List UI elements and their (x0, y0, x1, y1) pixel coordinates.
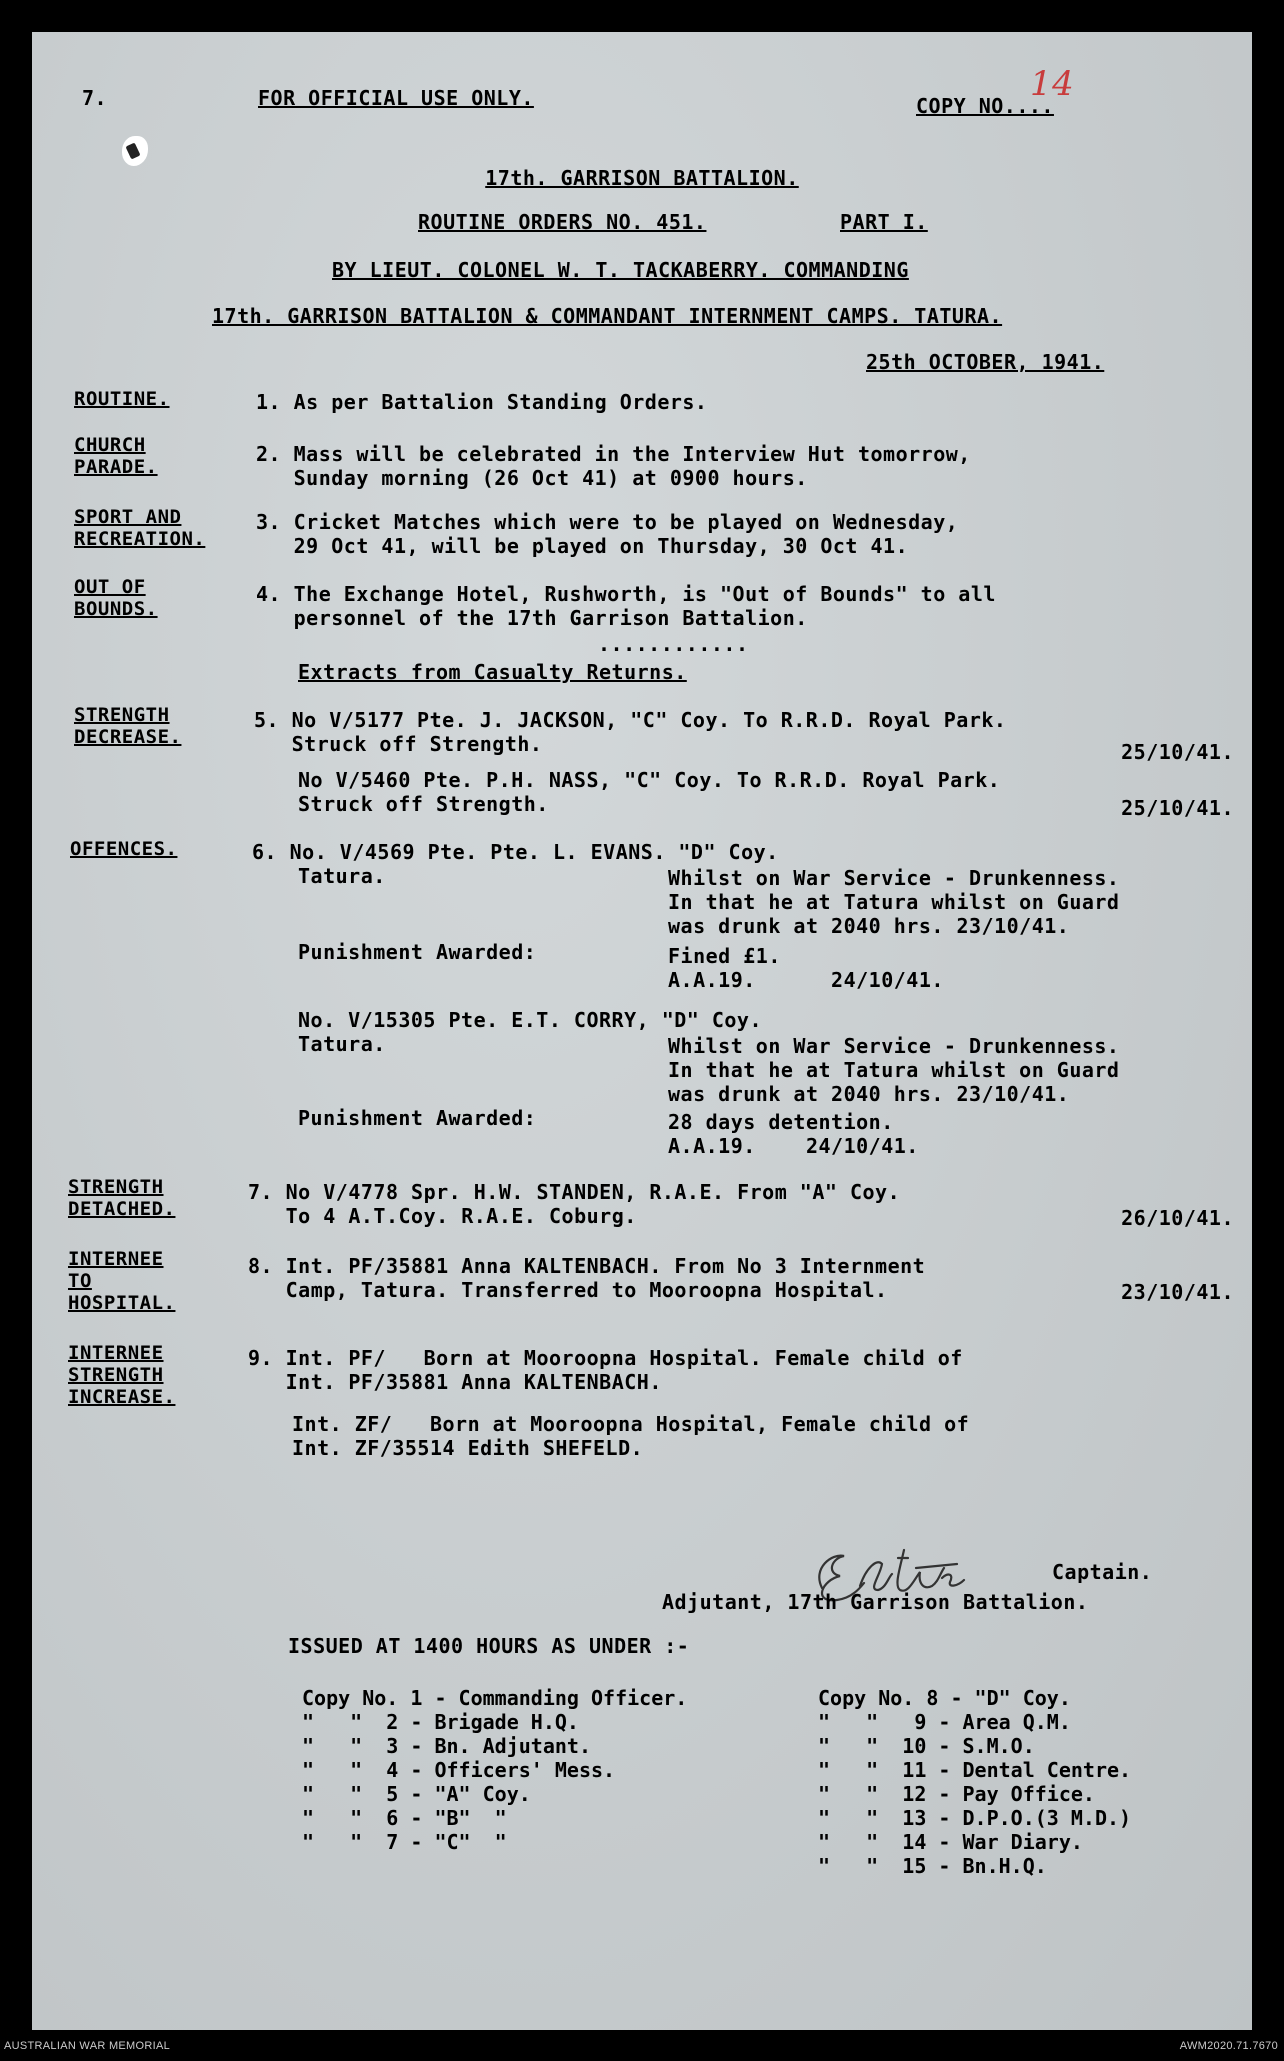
signatory-appointment: Adjutant, 17th Garrison Battalion. (662, 1590, 1089, 1614)
side-heading-out-of-bounds: OUT OF BOUNDS. (74, 576, 158, 620)
item-9a-text: 9. Int. PF/ Born at Mooroopna Hospital. Female child of Int. PF/35881 Anna KALTENBACH. (248, 1346, 963, 1394)
distribution-entry: " " 4 - Officers' Mess. (302, 1758, 616, 1782)
copy-number-handwritten: 14 (1030, 64, 1075, 104)
item-3-text: 3. Cricket Matches which were to be played on Wednesday, 29 Oct 41, will be played on Thursday, 30 Oct 41. (256, 510, 959, 558)
item-6a-punishment: Fined £1. (668, 944, 781, 968)
distribution-entry: " " 7 - "C" " (302, 1830, 507, 1854)
orders-part: PART I. (840, 210, 928, 234)
order-date: 25th OCTOBER, 1941. (866, 350, 1105, 374)
footer-accession-number: AWM2020.71.7670 (1179, 2040, 1278, 2052)
item-6b-punishment: 28 days detention. (668, 1110, 894, 1134)
item-2-text: 2. Mass will be celebrated in the Interview Hut tomorrow, Sunday morning (26 Oct 41) at 0900 hours. (256, 442, 971, 490)
distribution-entry: " " 13 - D.P.O.(3 M.D.) (818, 1806, 1132, 1830)
item-6b-authority: A.A.19. 24/10/41. (668, 1134, 919, 1158)
command-line: 17th. GARRISON BATTALION & COMMANDANT INTERNMENT CAMPS. TATURA. (212, 304, 1003, 328)
footer-institution: AUSTRALIAN WAR MEMORIAL (4, 2040, 171, 2052)
distribution-entry: " " 3 - Bn. Adjutant. (302, 1734, 591, 1758)
item-4-text: 4. The Exchange Hotel, Rushworth, is "Out of Bounds" to all personnel of the 17th Garrison Battalion. (256, 582, 996, 630)
side-heading-routine: ROUTINE. (74, 388, 170, 410)
distribution-entry: " " 9 - Area Q.M. (818, 1710, 1071, 1734)
orders-number: ROUTINE ORDERS NO. 451. (418, 210, 707, 234)
distribution-entry: " " 11 - Dental Centre. (818, 1758, 1132, 1782)
item-1-text: 1. As per Battalion Standing Orders. (256, 390, 708, 414)
item-5b-line2: Struck off Strength. (298, 792, 549, 816)
side-heading-church-parade: CHURCH PARADE. (74, 434, 158, 478)
item-6b-punishment-label: Punishment Awarded: (298, 1106, 537, 1130)
signatory-rank: Captain. (1052, 1560, 1153, 1584)
item-5b-date: 25/10/41. (1121, 796, 1234, 820)
item-5a-line2: Struck off Strength. (254, 732, 543, 756)
distribution-entry: " " 10 - S.M.O. (818, 1734, 1035, 1758)
item-9b-text: Int. ZF/ Born at Mooroopna Hospital, Female child of Int. ZF/35514 Edith SHEFELD. (292, 1412, 970, 1460)
unit-title: 17th. GARRISON BATTALION. (485, 166, 799, 190)
item-7-text: 7. No V/4778 Spr. H.W. STANDEN, R.A.E. From "A" Coy. To 4 A.T.Coy. R.A.E. Coburg. (248, 1180, 901, 1228)
item-6a-authority: A.A.19. 24/10/41. (668, 968, 944, 992)
side-heading-sport: SPORT AND RECREATION. (74, 506, 206, 550)
distribution-left-column (302, 1686, 687, 1854)
side-heading-strength-detached: STRENGTH DETACHED. (68, 1176, 176, 1220)
item-7-date: 26/10/41. (1121, 1206, 1234, 1230)
side-heading-internee-to-hospital: INTERNEE TO HOSPITAL. (68, 1248, 176, 1314)
item-6b-line1: No. V/15305 Pte. E.T. CORRY, "D" Coy. (298, 1008, 763, 1032)
page-number: 7. (82, 86, 108, 110)
item-5a-date: 25/10/41. (1121, 740, 1234, 764)
distribution-entry: " " 12 - Pay Office. (818, 1782, 1095, 1806)
item-6b-place: Tatura. (298, 1032, 386, 1056)
distribution-right-column (818, 1686, 1131, 1878)
side-heading-offences: OFFENCES. (70, 838, 178, 860)
separator: ............ (598, 632, 749, 656)
distribution-entry: " " 5 - "A" Coy. (302, 1782, 531, 1806)
copy-label: COPY NO.... (916, 94, 1054, 118)
distribution-entry: " " 6 - "B" " (302, 1806, 507, 1830)
distribution-entry: Copy No. 1 - Commanding Officer. (302, 1686, 688, 1710)
item-5a-line1: 5. No V/5177 Pte. J. JACKSON, "C" Coy. To R.R.D. Royal Park. (254, 708, 1007, 732)
item-6a-punishment-label: Punishment Awarded: (298, 940, 537, 964)
item-5b-line1: No V/5460 Pte. P.H. NASS, "C" Coy. To R.R.D. Royal Park. (298, 768, 1001, 792)
distribution-entry: " " 14 - War Diary. (818, 1830, 1083, 1854)
item-8-text: 8. Int. PF/35881 Anna KALTENBACH. From No 3 Internment Camp, Tatura. Transferred to Mooroopna Hospital. (248, 1254, 926, 1302)
by-line: BY LIEUT. COLONEL W. T. TACKABERRY. COMMANDING (332, 258, 909, 282)
casualty-heading: Extracts from Casualty Returns. (298, 660, 687, 684)
distribution-entry: " " 15 - Bn.H.Q. (818, 1854, 1047, 1878)
distribution-entry: " " 2 - Brigade H.Q. (302, 1710, 579, 1734)
item-6a-line1: 6. No. V/4569 Pte. Pte. L. EVANS. "D" Coy. (252, 840, 779, 864)
issued-line: ISSUED AT 1400 HOURS AS UNDER :- (288, 1634, 690, 1658)
item-6b-charge: Whilst on War Service - Drunkenness. In that he at Tatura whilst on Guard was drunk at 2040 hrs. 23/10/41. (668, 1034, 1120, 1106)
side-heading-strength-decrease: STRENGTH DECREASE. (74, 704, 182, 748)
item-6a-place: Tatura. (298, 864, 386, 888)
item-6a-charge: Whilst on War Service - Drunkenness. In that he at Tatura whilst on Guard was drunk at 2040 hrs. 23/10/41. (668, 866, 1120, 938)
classification: FOR OFFICIAL USE ONLY. (258, 86, 534, 110)
distribution-entry: Copy No. 8 - "D" Coy. (818, 1686, 1071, 1710)
item-8-date: 23/10/41. (1121, 1280, 1234, 1304)
side-heading-internee-strength-increase: INTERNEE STRENGTH INCREASE. (68, 1342, 176, 1408)
